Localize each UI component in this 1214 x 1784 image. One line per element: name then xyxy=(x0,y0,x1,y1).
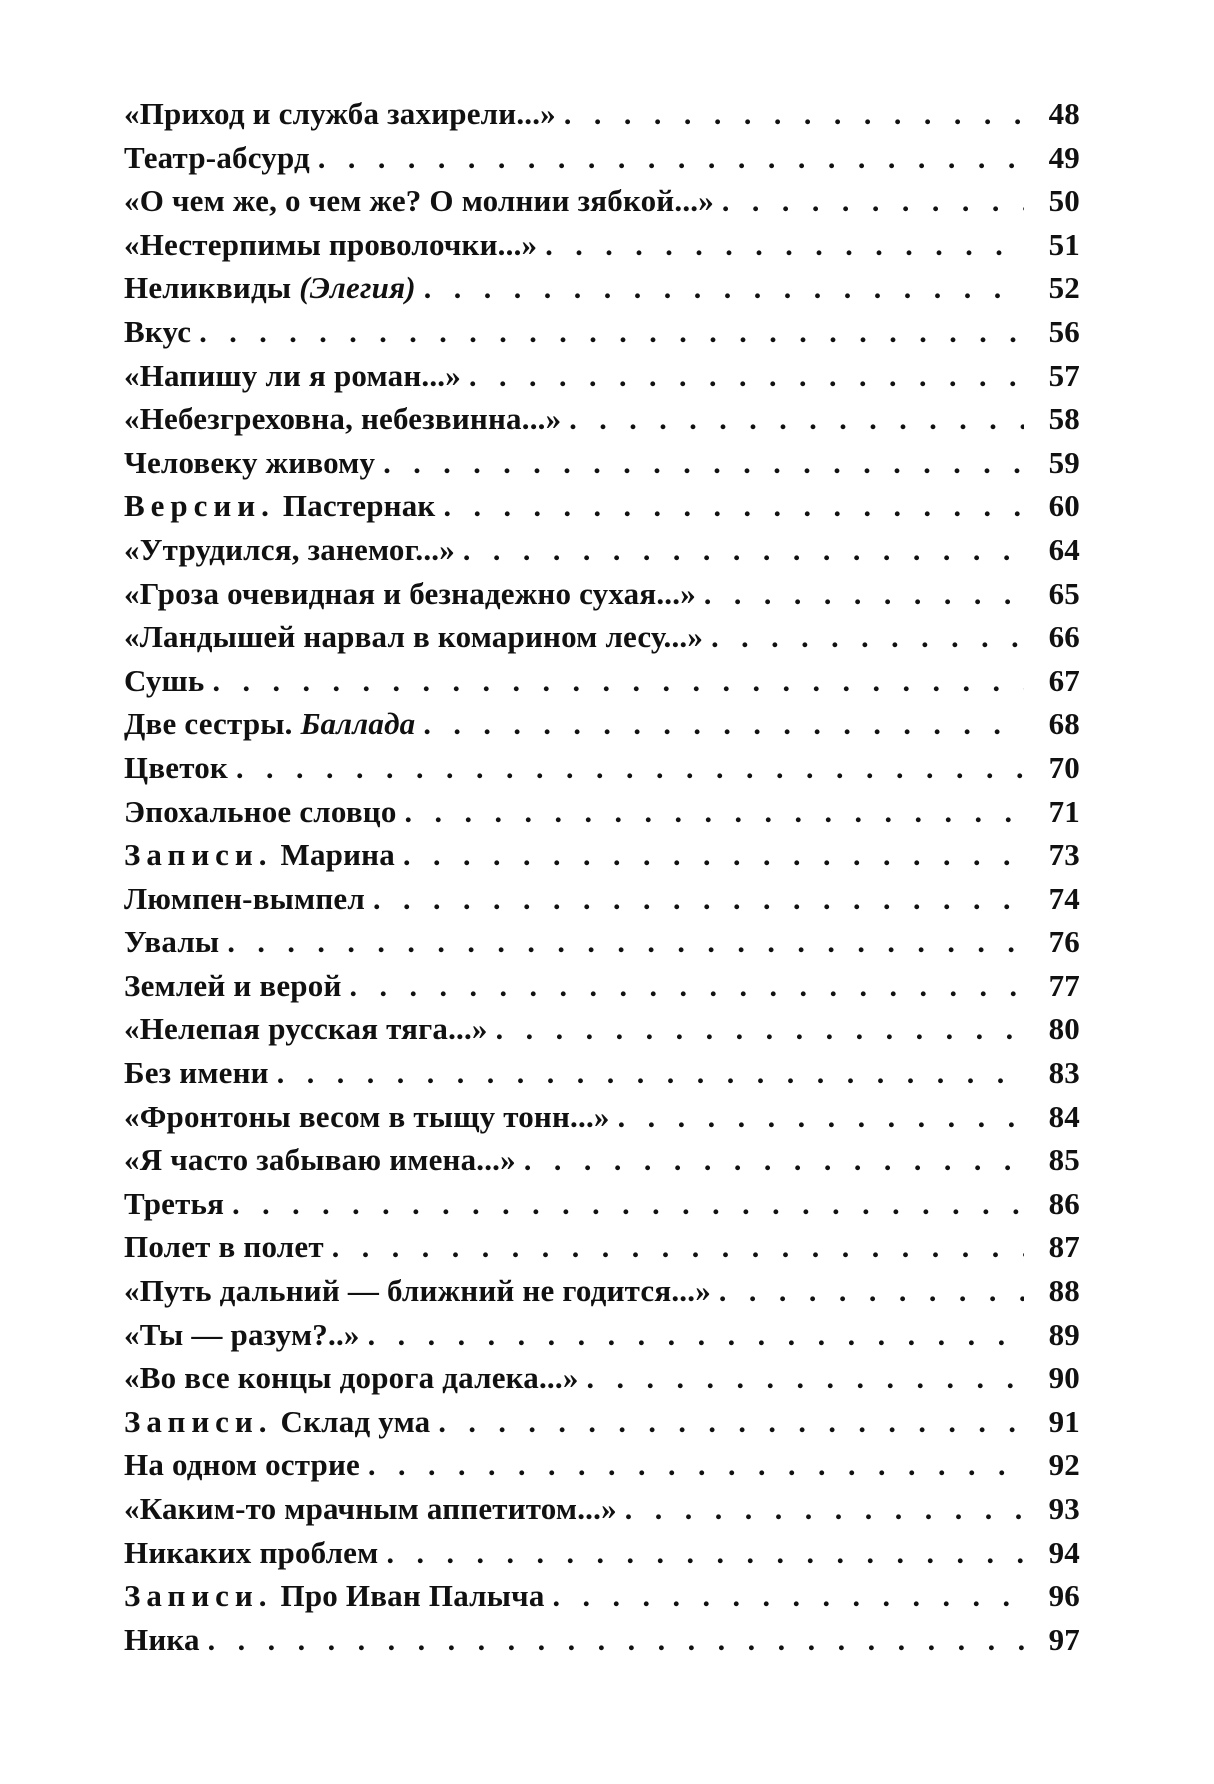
toc-entry xyxy=(124,401,1080,445)
toc-entry-page-number: 70 xyxy=(1048,749,1080,785)
toc-entry-page-number: 49 xyxy=(1048,139,1080,175)
toc-entry-title-text: Склад ума xyxy=(272,1403,431,1439)
toc-entry-page-number: 92 xyxy=(1048,1447,1080,1483)
toc-entry-title xyxy=(124,663,204,699)
dot-leader xyxy=(618,1101,1024,1135)
toc-entry-title-text: «Напишу ли я роман...» xyxy=(124,357,461,393)
toc-entry xyxy=(124,1535,1080,1579)
toc-entry xyxy=(124,96,1080,140)
toc-entry-title xyxy=(124,576,696,612)
toc-entry-page-number: 52 xyxy=(1048,270,1080,306)
toc-entry xyxy=(124,227,1080,271)
toc-entry-title-text: Полет в полет xyxy=(124,1229,324,1265)
toc-entry-title-text: «Я часто забываю имена...» xyxy=(124,1142,516,1178)
toc-entry-page-number: 88 xyxy=(1048,1273,1080,1309)
toc-entry-title xyxy=(124,750,228,786)
toc-entry-title-text: Про Иван Палыча xyxy=(272,1578,545,1614)
toc-entry xyxy=(124,706,1080,750)
toc-entry-title-text: «Фронтоны весом в тыщу тонн...» xyxy=(124,1098,610,1134)
toc-entry xyxy=(124,1011,1080,1055)
toc-entry-title-text: Люмпен-вымпел xyxy=(124,880,365,916)
dot-leader xyxy=(553,1580,1024,1614)
toc-entry-title-text: «Ландышей нарвал в комарином лесу...» xyxy=(124,619,704,655)
toc-entry-title-text: «Каким-то мрачным аппетитом...» xyxy=(124,1491,617,1526)
dot-leader xyxy=(277,1057,1024,1091)
toc-entry-page-number: 90 xyxy=(1048,1360,1080,1396)
toc-entry-page-number: 77 xyxy=(1048,967,1080,1003)
toc-entry-page-number: 60 xyxy=(1048,488,1080,524)
toc-entry-page-number: 59 xyxy=(1048,444,1080,480)
toc-entry-title-text: «Во все концы дорога далека...» xyxy=(124,1360,579,1396)
dot-leader xyxy=(524,1144,1024,1178)
toc-entry-section-label: Записи. xyxy=(124,1403,273,1439)
toc-entry xyxy=(124,1142,1080,1186)
toc-entry xyxy=(124,924,1080,968)
toc-entry xyxy=(124,1099,1080,1143)
dot-leader xyxy=(332,1231,1024,1265)
toc-entry xyxy=(124,1622,1080,1666)
toc-entry-title xyxy=(124,1622,200,1658)
toc-entry-title-text: Эпохальное словцо xyxy=(124,793,397,829)
dot-leader xyxy=(236,752,1024,786)
toc-entry-page-number: 66 xyxy=(1048,619,1080,655)
toc-entry-page-number: 84 xyxy=(1048,1098,1080,1134)
toc-entry-title xyxy=(124,227,537,263)
toc-entry-title xyxy=(124,96,556,132)
toc-entry-page-number: 80 xyxy=(1048,1011,1080,1047)
toc-entry-title xyxy=(124,445,375,481)
dot-leader xyxy=(423,708,1024,742)
toc-entry-page-number: 57 xyxy=(1048,357,1080,393)
toc-entry-title-text: На одном острие xyxy=(124,1447,361,1483)
dot-leader xyxy=(463,534,1024,568)
toc-entry xyxy=(124,1360,1080,1404)
toc-entry-page-number: 89 xyxy=(1048,1316,1080,1352)
dot-leader xyxy=(496,1013,1024,1047)
dot-leader xyxy=(711,621,1024,655)
toc-entry-title xyxy=(124,1535,378,1571)
toc-entry-title-text: «Нестерпимы проволочки...» xyxy=(124,226,538,262)
toc-entry-page-number: 51 xyxy=(1048,226,1080,262)
toc-entry-section-label: Записи. xyxy=(124,1578,273,1614)
toc-entry-page-number: 94 xyxy=(1048,1534,1080,1570)
toc-entry-title xyxy=(124,270,416,306)
toc-entry-title-text: Без имени xyxy=(124,1055,269,1091)
toc-entry-page-number: 64 xyxy=(1048,531,1080,567)
toc-entry-page-number: 87 xyxy=(1048,1229,1080,1265)
toc-entry-title xyxy=(124,881,365,917)
dot-leader xyxy=(350,970,1024,1004)
toc-entry-title xyxy=(124,1273,711,1309)
toc-entry-subtitle: Баллада xyxy=(300,706,416,742)
dot-leader xyxy=(405,796,1024,830)
toc-entry-page-number: 85 xyxy=(1048,1142,1080,1178)
toc-entry xyxy=(124,663,1080,707)
toc-entry-title-text: Две сестры. xyxy=(124,706,301,742)
table-of-contents xyxy=(124,96,1080,1665)
toc-entry-title xyxy=(124,358,461,394)
toc-entry xyxy=(124,1273,1080,1317)
toc-entry xyxy=(124,1447,1080,1491)
toc-entry-title xyxy=(124,1578,545,1614)
toc-entry-title-text: «Нелепая русская тяга...» xyxy=(124,1011,488,1047)
toc-entry-section-label: Записи. xyxy=(124,837,273,873)
toc-entry-title-text: «Небезгреховна, небезвинна...» xyxy=(124,401,562,437)
toc-entry-title-text: «Утрудился, занемог...» xyxy=(124,531,455,567)
dot-leader xyxy=(704,578,1024,612)
toc-entry-page-number: 71 xyxy=(1048,793,1080,829)
toc-entry xyxy=(124,576,1080,620)
dot-leader xyxy=(719,1275,1024,1309)
dot-leader xyxy=(564,98,1024,132)
dot-leader xyxy=(569,403,1024,437)
toc-entry-title-text: Землей и верой xyxy=(124,967,342,1003)
toc-entry-title xyxy=(124,532,455,568)
toc-entry-page-number: 48 xyxy=(1048,96,1080,131)
toc-entry xyxy=(124,488,1080,532)
toc-entry xyxy=(124,1229,1080,1273)
toc-entry-subtitle: (Элегия) xyxy=(299,270,416,306)
toc-entry xyxy=(124,1186,1080,1230)
toc-entry-title-text: Цветок xyxy=(124,749,228,785)
toc-entry xyxy=(124,1055,1080,1099)
toc-entry-title xyxy=(124,968,342,1004)
toc-entry xyxy=(124,750,1080,794)
dot-leader xyxy=(403,839,1024,873)
dot-leader xyxy=(545,229,1024,263)
toc-entry-page-number: 67 xyxy=(1048,662,1080,698)
toc-entry-title xyxy=(124,314,191,350)
dot-leader xyxy=(587,1362,1024,1396)
dot-leader xyxy=(208,1624,1024,1658)
toc-entry-page-number: 97 xyxy=(1048,1621,1080,1657)
dot-leader xyxy=(469,360,1024,394)
toc-entry-page-number: 96 xyxy=(1048,1578,1080,1614)
toc-entry-title xyxy=(124,488,436,524)
toc-entry xyxy=(124,358,1080,402)
toc-entry-title-text: Увалы xyxy=(124,924,220,960)
dot-leader xyxy=(368,1449,1024,1483)
toc-entry-title xyxy=(124,1011,488,1047)
toc-entry-title xyxy=(124,837,395,873)
toc-entry-title-text: «Гроза очевидная и безнадежно сухая...» xyxy=(124,575,696,611)
toc-entry-title-text: Марина xyxy=(272,837,395,873)
toc-entry-title xyxy=(124,1404,430,1440)
dot-leader xyxy=(386,1537,1024,1571)
toc-entry-title xyxy=(124,1491,617,1527)
toc-entry-page-number: 65 xyxy=(1048,575,1080,611)
toc-entry-title-text: Вкус xyxy=(124,313,192,349)
toc-entry-page-number: 56 xyxy=(1048,313,1080,349)
dot-leader xyxy=(444,490,1025,524)
toc-entry-title-text: Третья xyxy=(124,1185,225,1221)
toc-entry-title xyxy=(124,140,310,176)
toc-entry xyxy=(124,794,1080,838)
toc-entry-title-text: «Приход и служба захирели...» xyxy=(124,96,556,131)
toc-entry-title xyxy=(124,1317,360,1353)
dot-leader xyxy=(625,1493,1024,1527)
toc-entry-page-number: 93 xyxy=(1048,1491,1080,1526)
toc-entry-page-number: 74 xyxy=(1048,880,1080,916)
toc-entry-page-number: 76 xyxy=(1048,924,1080,960)
toc-entry-page-number: 91 xyxy=(1048,1403,1080,1439)
toc-entry-title-text: «Путь дальний — ближний не годится...» xyxy=(124,1273,711,1309)
dot-leader xyxy=(199,316,1024,350)
toc-entry-title-text: «Ты — разум?..» xyxy=(124,1316,360,1352)
toc-entry-title xyxy=(124,1055,269,1091)
dot-leader xyxy=(318,142,1024,176)
toc-entry xyxy=(124,837,1080,881)
toc-entry xyxy=(124,532,1080,576)
toc-entry-title-text: Человеку живому xyxy=(124,444,376,480)
toc-entry xyxy=(124,314,1080,358)
toc-entry-title xyxy=(124,1099,610,1135)
toc-entry-page-number: 50 xyxy=(1048,183,1080,219)
toc-entry-title xyxy=(124,1229,324,1265)
toc-entry-title xyxy=(124,794,397,830)
toc-entry-page-number: 58 xyxy=(1048,401,1080,437)
toc-entry-section-label: Версии. xyxy=(124,488,275,524)
toc-entry xyxy=(124,445,1080,489)
toc-entry-title-text: Никаких проблем xyxy=(124,1534,379,1570)
dot-leader xyxy=(227,926,1024,960)
toc-entry-title-text: Пастернак xyxy=(274,488,436,524)
toc-entry xyxy=(124,183,1080,227)
toc-entry-title-text: Неликвиды xyxy=(124,270,300,306)
toc-entry-title xyxy=(124,1360,579,1396)
toc-entry xyxy=(124,270,1080,314)
toc-entry-page-number: 86 xyxy=(1048,1185,1080,1221)
toc-entry xyxy=(124,1491,1080,1535)
toc-entry-title xyxy=(124,183,714,219)
dot-leader xyxy=(212,665,1024,699)
toc-entry xyxy=(124,1317,1080,1361)
dot-leader xyxy=(232,1188,1024,1222)
toc-entry-title-text: Театр-абсурд xyxy=(124,139,310,175)
toc-entry-title xyxy=(124,1447,360,1483)
toc-entry-page-number: 68 xyxy=(1048,706,1080,742)
toc-entry-title xyxy=(124,1142,516,1178)
dot-leader xyxy=(368,1319,1024,1353)
toc-entry-title xyxy=(124,619,703,655)
toc-entry-title xyxy=(124,401,561,437)
dot-leader xyxy=(383,447,1024,481)
toc-entry-title xyxy=(124,706,415,742)
toc-entry-title-text: «О чем же, о чем же? О молнии зябкой...» xyxy=(124,183,714,219)
toc-entry-page-number: 83 xyxy=(1048,1055,1080,1091)
dot-leader xyxy=(373,883,1024,917)
toc-entry-title-text: Сушь xyxy=(124,662,205,698)
toc-entry xyxy=(124,881,1080,925)
toc-entry xyxy=(124,619,1080,663)
toc-entry xyxy=(124,1578,1080,1622)
toc-entry xyxy=(124,1404,1080,1448)
dot-leader xyxy=(438,1406,1024,1440)
dot-leader xyxy=(424,272,1024,306)
toc-entry xyxy=(124,968,1080,1012)
toc-entry xyxy=(124,140,1080,184)
toc-entry-title-text: Ника xyxy=(124,1621,200,1657)
toc-entry-title xyxy=(124,1186,224,1222)
dot-leader xyxy=(722,185,1024,219)
toc-entry-page-number: 73 xyxy=(1048,837,1080,873)
toc-entry-title xyxy=(124,924,219,960)
